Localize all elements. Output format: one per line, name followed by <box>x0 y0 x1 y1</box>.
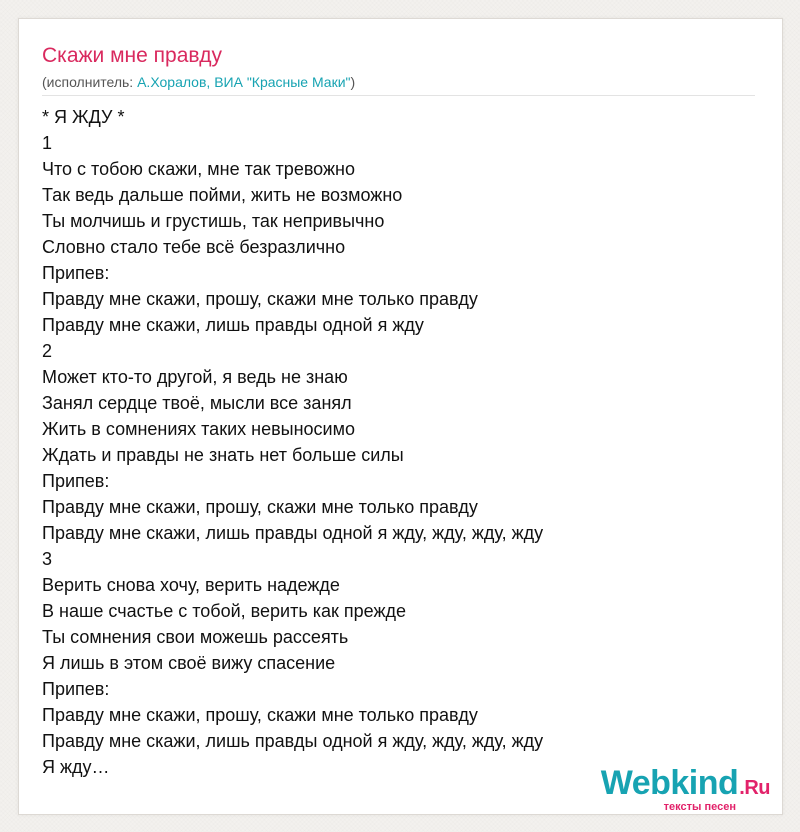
lyric-line: Я жду… <box>42 757 110 777</box>
site-logo[interactable] <box>601 765 770 813</box>
lyric-line: Припев: <box>42 471 110 491</box>
lyric-line: 1 <box>42 133 53 153</box>
lyric-line: Правду мне скажи, лишь правды одной я жду, жду, жду, жду <box>42 523 544 543</box>
lyric-line: Припев: <box>42 679 110 699</box>
lyric-line: 3 <box>42 549 53 569</box>
lyric-line: Правду мне скажи, лишь правды одной я жду <box>42 315 424 335</box>
lyric-line: В наше счастье с тобой, верить как прежде <box>42 601 406 621</box>
lyric-line: Припев: <box>42 263 110 283</box>
lyric-line: Правду мне скажи, прошу, скажи мне только правду <box>42 705 478 725</box>
lyric-line: Жить в сомнениях таких невыносимо <box>42 419 355 439</box>
header-divider <box>42 95 755 96</box>
lyric-line: Что с тобою скажи, мне так тревожно <box>42 159 355 179</box>
artist-line <box>42 73 355 91</box>
lyric-line: Ты молчишь и грустишь, так непривычно <box>42 211 385 231</box>
lyric-line: Правду мне скажи, прошу, скажи мне только правду <box>42 289 478 309</box>
lyric-line: Может кто-то другой, я ведь не знаю <box>42 367 348 387</box>
lyric-line: Верить снова хочу, верить надежде <box>42 575 340 595</box>
lyric-line: Словно стало тебе всё безразлично <box>42 237 346 257</box>
artist-suffix: ) <box>350 74 356 90</box>
lyric-line: Занял сердце твоё, мысли все занял <box>42 393 352 413</box>
lyric-line: Ждать и правды не знать нет больше силы <box>42 445 404 465</box>
lyric-line: Правду мне скажи, прошу, скажи мне только правду <box>42 497 478 517</box>
lyric-line: Я лишь в этом своё вижу спасение <box>42 653 336 673</box>
lyric-line: Правду мне скажи, лишь правды одной я жду, жду, жду, жду <box>42 731 544 751</box>
lyric-line: Так ведь дальше пойми, жить не возможно <box>42 185 403 205</box>
logo-tagline: тексты песен <box>663 801 736 813</box>
logo-tld: .Ru <box>739 777 770 799</box>
lyric-line: * Я ЖДУ * <box>42 107 125 127</box>
logo-word: Webkind <box>600 764 739 802</box>
lyric-line: 2 <box>42 341 53 361</box>
artist-link[interactable]: А.Хоралов, ВИА "Красные Маки" <box>137 74 351 90</box>
song-title: Скажи мне правду <box>42 44 223 67</box>
artist-prefix: (исполнитель: <box>42 74 138 90</box>
lyric-line: Ты сомнения свои можешь рассеять <box>42 627 349 647</box>
lyrics-text <box>42 104 543 780</box>
logo-wordmark <box>601 765 770 806</box>
